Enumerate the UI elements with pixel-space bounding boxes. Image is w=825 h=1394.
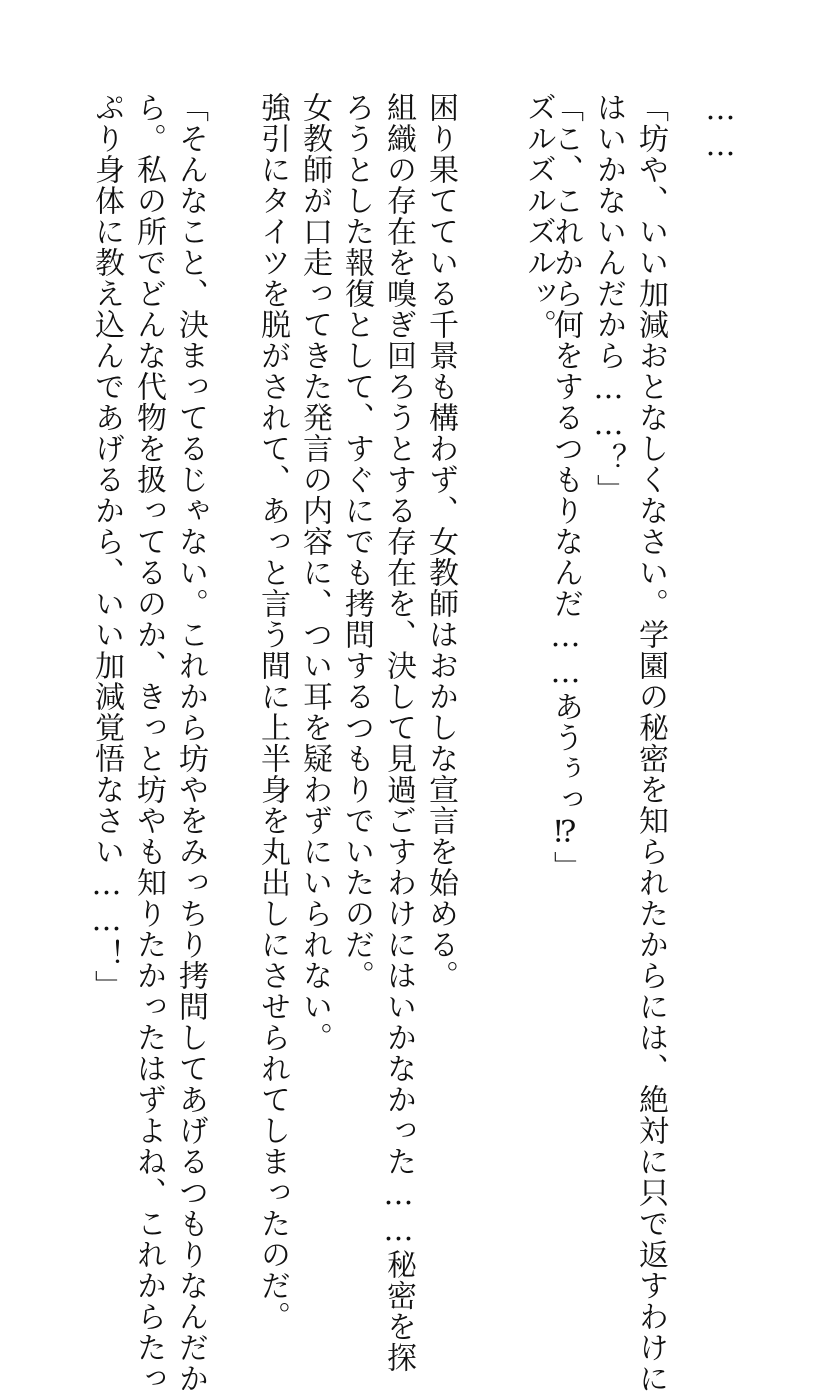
text-line-narration-5: 強引にタイツを脱がされて、あっと言う間に上半身を丸出しにさせられてしまったのだ。 xyxy=(255,92,290,1332)
text-line-dialogue-chikage: 「こ、これから何をするつもりなんだ……あうぅっ⁉」 xyxy=(548,92,583,882)
text-line-dialogue-teacher-3: ぷり身体に教え込んであげるから、いい加減覚悟なさい……！」 xyxy=(89,92,124,1001)
text-line-ellipsis: …… xyxy=(703,92,738,164)
text-line-dialogue-teacher-2: ら。私の所でどんな代物を扱ってるのか、きっと坊やも知りたかったはずよね、これからたっ xyxy=(131,92,166,1394)
text-line-narration-1: 困り果てている千景も構わず、女教師はおかしな宣言を始める。 xyxy=(423,92,458,991)
text-line-dialogue-boy-2: はいかないんだから……？」 xyxy=(591,92,626,505)
text-line-dialogue-teacher-1: 「そんなこと、決まってるじゃない。これから坊やをみっちり拷問してあげるつもりなんだか xyxy=(173,92,208,1394)
text-line-narration-3: ろうとした報復として、すぐにでも拷問するつもりでいたのだ。 xyxy=(339,92,374,991)
text-line-narration-2: 組織の存在を嗅ぎ回ろうとする存在を、決して見過ごすわけにはいかなかった……秘密を探 xyxy=(381,92,416,1373)
text-line-dialogue-boy-1: 「坊や、いい加減おとなしくなさい。学園の秘密を知られたからには、絶対に只で返すわけに xyxy=(633,92,668,1394)
text-line-narration-4: 女教師が口走ってきた発言の内容に、つい耳を疑わずにいられない。 xyxy=(297,92,332,1053)
text-line-sound: ズルズルズルッ。 xyxy=(521,92,556,340)
